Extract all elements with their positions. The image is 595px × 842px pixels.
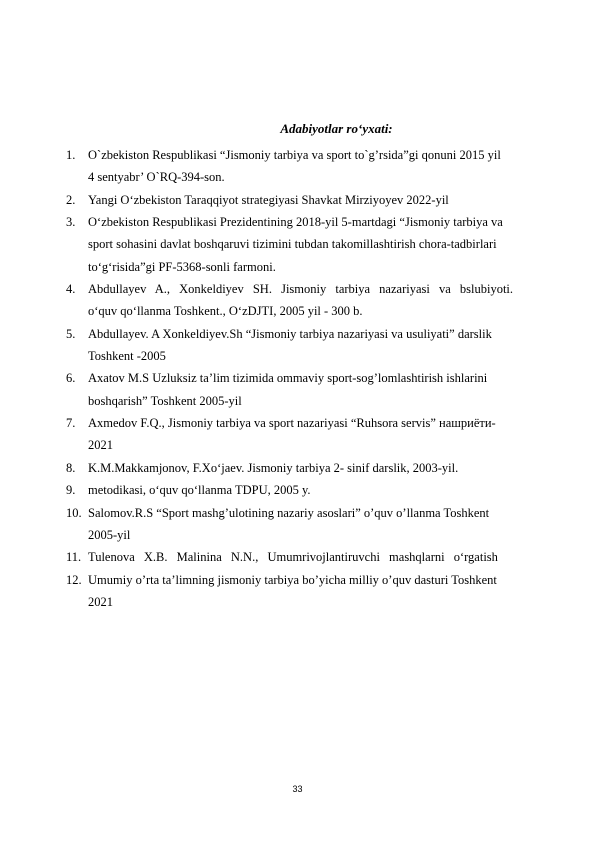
reference-list <box>68 144 554 613</box>
reference-text-line: metodikasi, o‘quv qo‘llanma TDPU, 2005 y. <box>88 483 311 498</box>
reference-number: 10. <box>66 505 82 520</box>
reference-number: 6. <box>66 371 76 386</box>
reference-number: 4. <box>66 282 76 297</box>
reference-item-11 <box>68 546 554 568</box>
reference-text-line: 2021 <box>88 438 113 453</box>
reference-number: 11. <box>66 550 82 565</box>
reference-text-line: Tulenova X.B. Malinina N.N., Umumrivojlantiruvchi mashqlarni o‘rgatish <box>88 550 498 565</box>
reference-item-9 <box>68 479 554 501</box>
reference-text-line: Yangi O‘zbekiston Taraqqiyot strategiyasi Shavkat Mirziyoyev 2022-yil <box>88 192 449 207</box>
reference-item-3 <box>68 211 554 278</box>
reference-number: 5. <box>66 326 76 341</box>
reference-text-line: Abdullayev. A Xonkeldiyev.Sh “Jismoniy tarbiya nazariyasi va usuliyati” darslik <box>88 326 492 341</box>
reference-item-5 <box>68 323 554 368</box>
reference-number: 2. <box>66 192 76 207</box>
page-number: 33 <box>292 784 303 794</box>
reference-text-line: Salomov.R.S “Sport mashg’ulotining nazariy asoslari” o’quv o’llanma Toshkent <box>88 505 490 520</box>
reference-text-line: Axmedov F.Q., Jismoniy tarbiya va sport nazariyasi “Ruhsora servis” нашриёти- <box>88 416 496 431</box>
reference-text-line: 4 sentyabr’ O`RQ-394-son. <box>88 170 225 185</box>
reference-text-line: O‘zbekiston Respublikasi Prezidentining 2018-yil 5-martdagi “Jismoniy tarbiya va <box>88 215 503 230</box>
reference-number: 12. <box>66 572 82 587</box>
reference-item-4 <box>68 278 554 323</box>
reference-item-2 <box>68 189 554 211</box>
reference-text-line: Axatov M.S Uzluksiz ta’lim tizimida ommaviy sport-sog’lomlashtirish ishlarini <box>88 371 488 386</box>
reference-item-12 <box>68 569 554 614</box>
reference-text-line: Toshkent -2005 <box>88 349 166 364</box>
reference-text-line: 2005-yil <box>88 527 131 542</box>
page-title: Adabiyotlar ro‘yxati: <box>280 121 393 136</box>
reference-text-line: o‘quv qo‘llanma Toshkent., O‘zDJTI, 2005 yil - 300 b. <box>88 304 363 319</box>
reference-number: 8. <box>66 460 76 475</box>
reference-text-line: 2021 <box>88 594 113 609</box>
reference-number: 1. <box>66 148 76 162</box>
reference-number: 7. <box>66 416 76 431</box>
reference-text-line: to‘g‘risida”gi PF-5368-sonli farmoni. <box>88 259 276 274</box>
reference-number: 9. <box>66 483 76 498</box>
reference-text-line: sport sohasini davlat boshqaruvi tizimini tubdan takomillashtirish chora-tadbirlari <box>88 237 497 252</box>
reference-text-line: Umumiy o’rta ta’limning jismoniy tarbiya bo’yicha milliy o’quv dasturi Toshkent <box>88 572 497 587</box>
reference-item-10 <box>68 502 554 547</box>
reference-text-line: boshqarish” Toshkent 2005-yil <box>88 393 242 408</box>
reference-item-6 <box>68 367 554 412</box>
reference-item-8 <box>68 457 554 479</box>
reference-item-1 <box>68 144 554 189</box>
reference-number: 3. <box>66 215 76 230</box>
reference-item-7 <box>68 412 554 457</box>
reference-text-line: K.M.Makkamjonov, F.Xo‘jaev. Jismoniy tarbiya 2- sinif darslik, 2003-yil. <box>88 460 459 475</box>
reference-text-line: Abdullayev A., Xonkeldiyev SH. Jismoniy tarbiya nazariyasi va bslubiyoti. <box>88 282 514 297</box>
reference-text-line: O`zbekiston Respublikasi “Jismoniy tarbiya va sport to`g’rsida”gi qonuni 2015 yil <box>88 148 501 162</box>
